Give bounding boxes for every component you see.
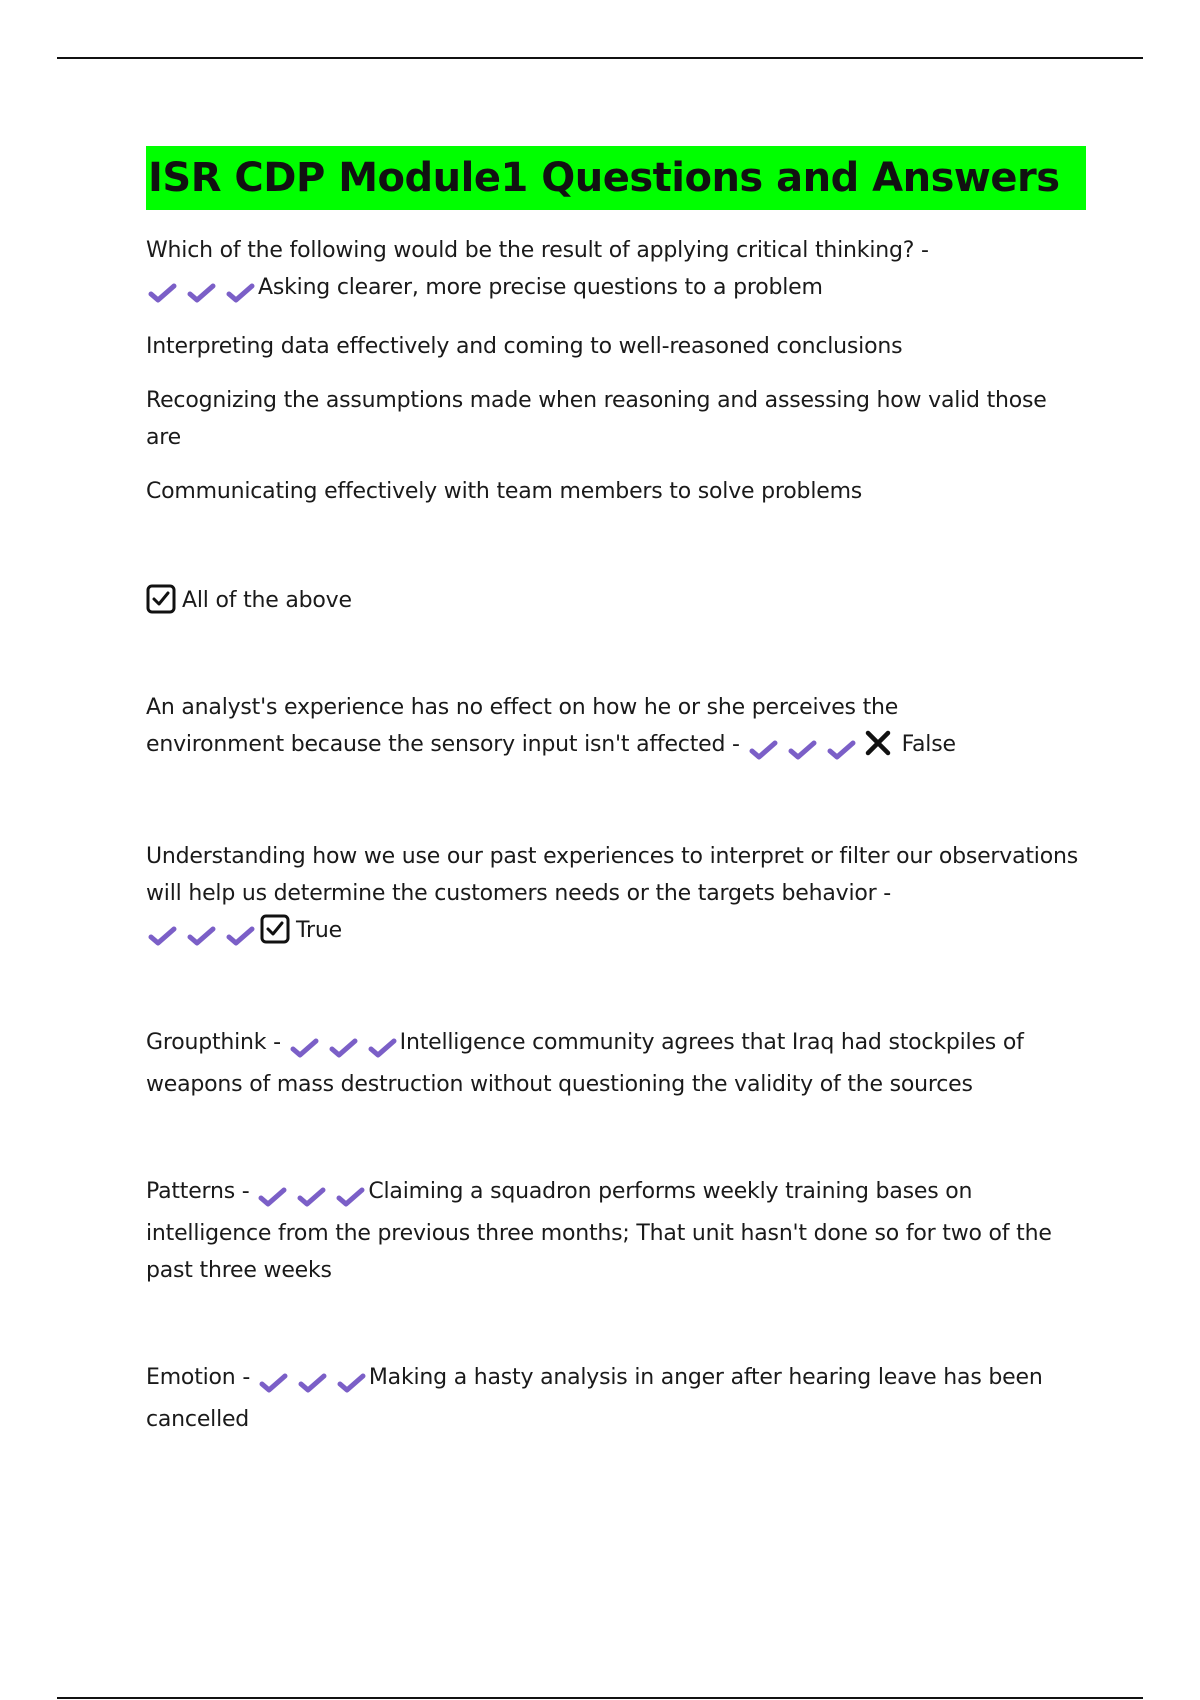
checked-box-icon	[146, 584, 176, 614]
question-6-term: Emotion -	[146, 1365, 251, 1390]
check-icon	[295, 1184, 329, 1210]
page-title: ISR CDP Module1 Questions and Answers	[146, 146, 1086, 210]
question-1-answer: Asking clearer, more precise questions to a problem	[258, 275, 823, 300]
triple-check-icons	[146, 274, 258, 311]
check-icon	[146, 280, 180, 306]
check-icon	[786, 737, 820, 763]
document-body	[146, 146, 1086, 1438]
question-1-option: Communicating effectively with team members to solve problems	[146, 479, 863, 504]
question-1-answer-line	[146, 269, 1086, 311]
check-icon	[146, 923, 180, 949]
checked-box-icon	[260, 914, 290, 944]
question-4-text	[146, 1024, 1086, 1103]
check-icon	[335, 1370, 369, 1396]
cross-icon	[864, 729, 892, 757]
bottom-rule	[57, 1697, 1143, 1699]
question-1	[146, 232, 1086, 619]
triple-check-icons	[747, 731, 864, 768]
question-2-answer-line	[146, 726, 1086, 768]
question-5-answer: Claiming a squadron performs weekly training bases on intelligence from the previous three months; That unit hasn't done so for two of the past three weeks	[146, 1179, 1052, 1283]
triple-check-icons	[288, 1029, 400, 1066]
question-6-text	[146, 1359, 1086, 1438]
triple-check-icons	[146, 917, 260, 954]
question-6-answer: Making a hasty analysis in anger after hearing leave has been cancelled	[146, 1365, 1043, 1432]
question-1-final-answer: All of the above	[182, 588, 352, 613]
check-icon	[296, 1370, 330, 1396]
question-4-term: Groupthink -	[146, 1030, 281, 1055]
check-icon	[327, 1035, 361, 1061]
question-6	[146, 1359, 1086, 1438]
check-icon	[366, 1035, 400, 1061]
question-2	[146, 689, 1086, 768]
question-1-prompt: Which of the following would be the result of applying critical thinking? -	[146, 238, 929, 263]
question-2-prompt-line-1: An analyst's experience has no effect on how he or she perceives the	[146, 695, 899, 720]
question-4-answer: Intelligence community agrees that Iraq had stockpiles of weapons of mass destruction without questioning the validity of the sources	[146, 1030, 1024, 1097]
question-3-answer-line	[146, 912, 1086, 954]
check-icon	[288, 1035, 322, 1061]
check-icon	[185, 280, 219, 306]
check-icon	[257, 1370, 291, 1396]
triple-check-icons	[257, 1364, 369, 1401]
question-5-term: Patterns -	[146, 1179, 250, 1204]
check-icon	[185, 923, 219, 949]
question-3-prompt: Understanding how we use our past experiences to interpret or filter our observations will help us determine the customers needs or the targets behavior -	[146, 844, 1078, 906]
question-5	[146, 1173, 1086, 1289]
question-1-option: Recognizing the assumptions made when reasoning and assessing how valid those are	[146, 388, 1047, 450]
question-5-text	[146, 1173, 1086, 1289]
question-3-answer: True	[296, 918, 342, 943]
check-icon	[334, 1184, 368, 1210]
check-icon	[256, 1184, 290, 1210]
question-4	[146, 1024, 1086, 1103]
question-1-final-answer-line	[146, 582, 1086, 619]
question-2-answer: False	[901, 732, 956, 757]
top-rule	[57, 57, 1143, 59]
triple-check-icons	[256, 1178, 368, 1215]
question-3	[146, 838, 1086, 954]
check-icon	[224, 923, 258, 949]
check-icon	[747, 737, 781, 763]
check-icon	[224, 280, 258, 306]
check-icon	[825, 737, 859, 763]
question-2-prompt-line-2: environment because the sensory input isn't affected -	[146, 732, 740, 757]
question-1-option: Interpreting data effectively and coming to well-reasoned conclusions	[146, 334, 903, 359]
